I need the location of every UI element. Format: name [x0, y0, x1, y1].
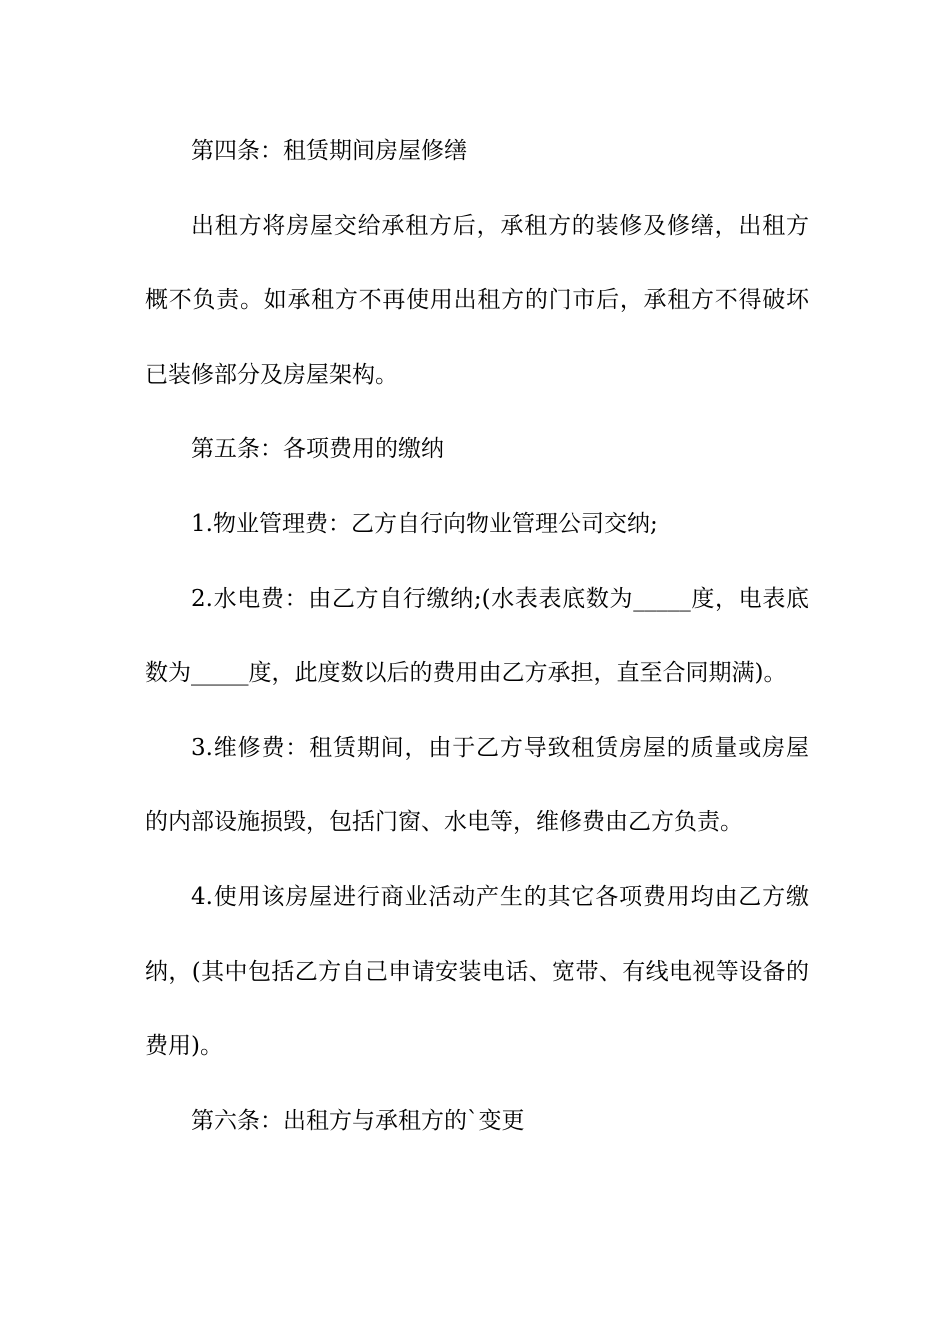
article-5-item-4: 4.使用该房屋进行商业活动产生的其它各项费用均由乙方缴纳，(其中包括乙方自己申请安装电话、宽带、有线电视等设备的费用)。 [145, 883, 809, 1060]
article-5-item-2: 2.水电费：由乙方自行缴纳;(水表表底数为_____度，电表底数为_____度，此度数以后的费用由乙方承担，直至合同期满)。 [145, 585, 809, 687]
article-5-item-3: 3.维修费：租赁期间，由于乙方导致租赁房屋的质量或房屋的内部设施损毁，包括门窗、水电等，维修费由乙方负责。 [145, 734, 809, 836]
document-body [145, 114, 809, 1158]
article-6-heading: 第六条：出租方与承租方的`变更 [191, 1107, 525, 1134]
article-4-text: 出租方将房屋交给承租方后，承租方的装修及修缮，出租方概不负责。如承租方不再使用出租方的门市后，承租方不得破坏已装修部分及房屋架构。 [145, 212, 809, 388]
article-5-heading: 第五条：各项费用的缴纳 [191, 436, 444, 463]
article-4-heading: 第四条：租赁期间房屋修缮 [191, 138, 467, 164]
article-5-item-1: 1.物业管理费：乙方自行向物业管理公司交纳; [191, 510, 658, 537]
